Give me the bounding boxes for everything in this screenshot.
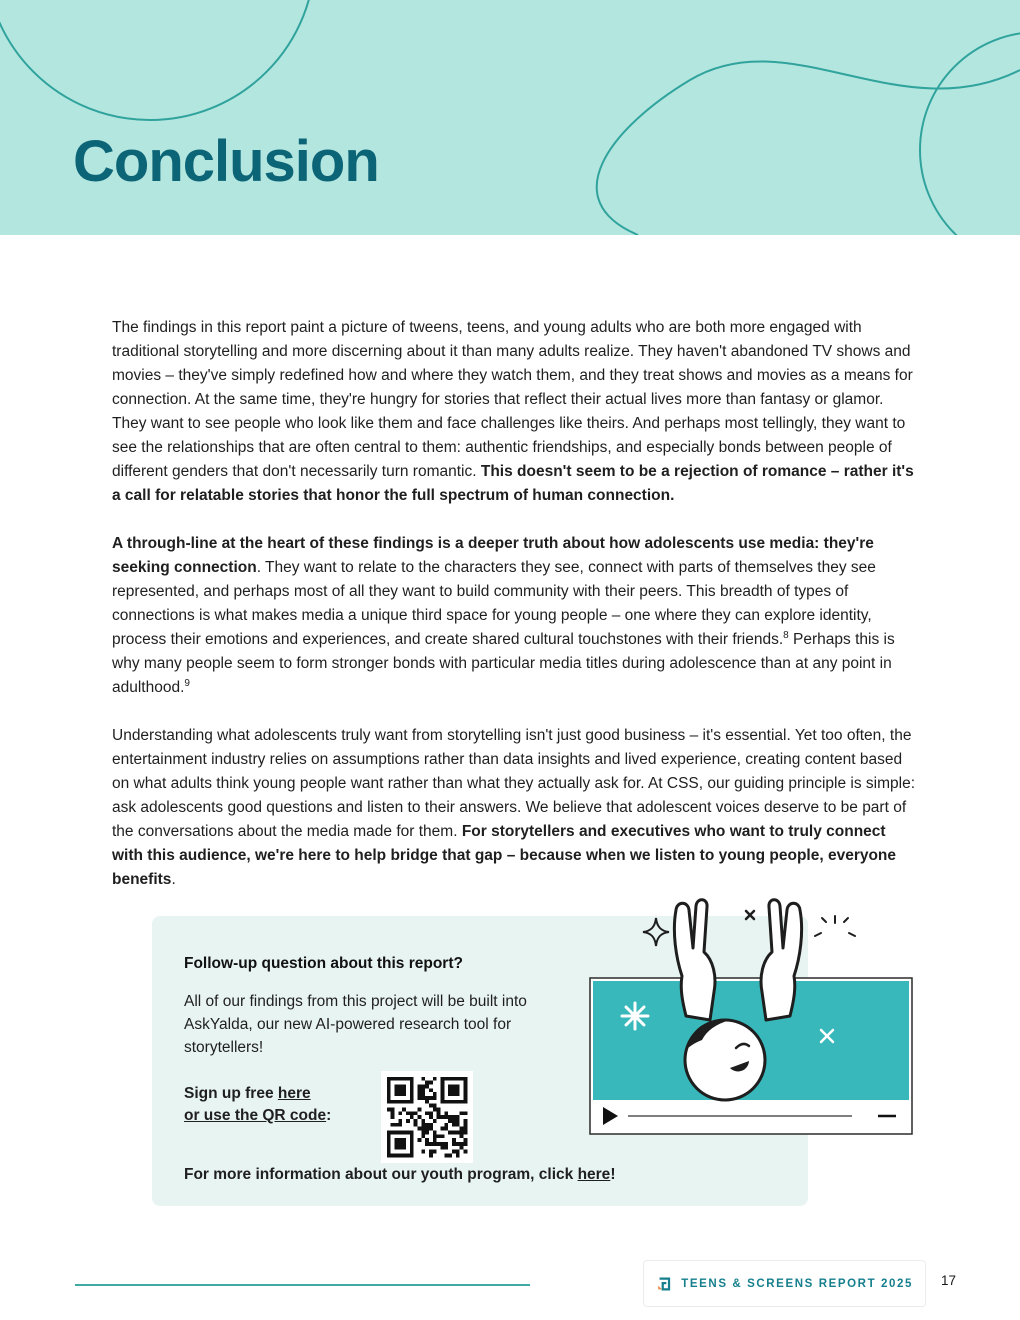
paragraph-2-text-2: Perhaps this is why many people seem to form stronger bonds with particular media titles during adolescence than at any point in adulthood. bbox=[112, 631, 895, 696]
info-prefix: For more information about our youth program, click bbox=[184, 1166, 578, 1183]
paragraph-3 bbox=[112, 724, 918, 892]
paragraph-2 bbox=[112, 532, 918, 700]
qr-code bbox=[381, 1071, 473, 1163]
body-content bbox=[112, 316, 918, 1206]
footnote-ref-8: 8 bbox=[783, 629, 789, 641]
paragraph-3-end: . bbox=[171, 871, 176, 888]
footnote-ref-9: 9 bbox=[184, 677, 190, 689]
signup-text bbox=[184, 1083, 331, 1127]
signup-suffix: : bbox=[326, 1107, 332, 1124]
footer-rule bbox=[75, 1284, 530, 1286]
paragraph-3-text: Understanding what adolescents truly want from storytelling isn't just good business – it's essential. Yet too often, the entertainment industry relies on assumptions rather than data insights and lived experience, creating content based on what adults think young people want rather than what they actually ask for. At CSS, our guiding principle is simple: ask adolescents good questions and listen to their answers. We believe that adolescent voices deserve to be part of the conversations about the media made for them. bbox=[112, 727, 916, 840]
brand-badge bbox=[643, 1260, 926, 1307]
sparkle-icons bbox=[643, 911, 855, 946]
paragraph-2-bold: A through-line at the heart of these findings is a deeper truth about how adolescents use media: they're seeking connection bbox=[112, 535, 874, 576]
paragraph-1-text: The findings in this report paint a picture of tweens, teens, and young adults who are both more engaged with traditional storytelling and more discerning about it than many adults realize. They haven't abandoned TV shows and movies – they've simply redefined how and where they watch them, and they treat shows and movies as a means for connection. At the same time, they're hungry for stories that reflect their actual lives more than fantasy or glamor. They want to see people who look like them and face challenges like theirs. And perhaps most tellingly, they want to see the relationships that are often central to them: authentic friendships, and especially bonds between people of different genders that don't necessarily turn romantic. bbox=[112, 319, 913, 480]
signup-here-link[interactable]: here bbox=[277, 1085, 311, 1102]
info-line bbox=[184, 1163, 808, 1187]
callout-heading: Follow-up question about this report? bbox=[184, 955, 463, 972]
info-here-link[interactable]: here bbox=[577, 1166, 611, 1183]
callout-box bbox=[152, 916, 808, 1206]
paragraph-3-bold: For storytellers and executives who want to truly connect with this audience, we're here to help bridge that gap – because when we listen to young people, everyone benefits bbox=[112, 823, 897, 888]
callout-body-text: All of our findings from this project will be built into AskYalda, our new AI-powered research tool for storytellers! bbox=[184, 993, 527, 1056]
page-banner bbox=[0, 0, 1020, 235]
sparkle-icons bbox=[622, 1003, 833, 1042]
page-number: 17 bbox=[941, 1273, 957, 1288]
decorative-curves-icon bbox=[0, 0, 1020, 235]
info-suffix: ! bbox=[610, 1166, 616, 1183]
paragraph-1-bold: This doesn't seem to be a rejection of romance – rather it's a call for relatable stories that honor the full spectrum of human connection. bbox=[112, 463, 914, 504]
page-title: Conclusion bbox=[73, 129, 379, 194]
paragraph-2-text: . They want to relate to the characters they see, connect with parts of themselves they see represented, and perhaps most of all they want to build community with their peers. This breadth of types of connections is what makes media a unique third space for young people – one where they can explore identity, process their emotions and experiences, and create shared cultural touchstones with their friends. bbox=[112, 559, 876, 648]
brand-logo-icon bbox=[656, 1268, 671, 1300]
paragraph-1 bbox=[112, 316, 918, 508]
brand-text: TEENS & SCREENS REPORT 2025 bbox=[681, 1277, 913, 1290]
signup-qr-link[interactable]: or use the QR code bbox=[184, 1107, 327, 1124]
signup-row bbox=[184, 1083, 808, 1163]
signup-prefix: Sign up free bbox=[184, 1085, 278, 1102]
